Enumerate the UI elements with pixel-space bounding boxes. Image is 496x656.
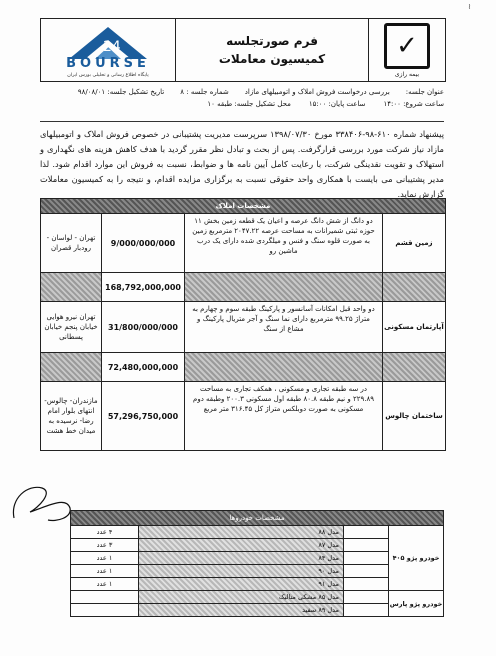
table-row xyxy=(71,591,388,603)
subtotal-value: 168,792,000,000 xyxy=(101,273,184,301)
property-type: آپارتمان مسکونی xyxy=(382,302,445,352)
session-location: محل تشکیل جلسه: طبقه ۱۰ xyxy=(207,100,291,108)
property-price: 57,296,750,000 xyxy=(101,382,184,450)
title-line-2: کمیسیون معاملات xyxy=(218,52,326,66)
session-number: شماره جلسه : ۸ xyxy=(180,88,229,96)
vehicle-model: مدل ۸۴ xyxy=(138,552,343,564)
vehicle-count: ۴ عدد xyxy=(96,528,113,536)
check-mark-icon: ✓ xyxy=(384,23,430,69)
vehicle-category: خودرو پژو پارس xyxy=(388,591,443,616)
property-address: مازندران- چالوس- انتهای بلوار امام رضا- نرسیده به میدان خط هشت xyxy=(44,397,98,435)
handwritten-signature xyxy=(8,478,78,528)
razi-insurance-logo xyxy=(369,19,445,81)
vehicle-group xyxy=(71,590,443,616)
vehicle-model: مدل ۸۹ سفید xyxy=(138,604,343,616)
vehicle-count xyxy=(71,591,138,603)
vehicle-model: مدل ۸۷ xyxy=(138,539,343,551)
subtotal-value: 72,480,000,000 xyxy=(101,353,184,381)
form-header xyxy=(40,18,446,82)
property-type: زمین قشم xyxy=(382,214,445,272)
vehicle-group xyxy=(71,525,443,590)
property-description: در سه طبقه تجاری و مسکونی ، همکف تجاری به مساحت ۲۲۹.۸۹ و نیم طبقه ۸۰.۸ طبقه اول مسکونی ۲۰۰.۳ وطبقه دوم مسکونی به صورت دوبلکس متراژ کل ۳۱۶.۴۵ متر مربع xyxy=(184,382,382,450)
table-row xyxy=(71,538,388,551)
properties-table-header: مشخصات املاک xyxy=(41,199,445,213)
vehicle-category: خودرو پژو ۴۰۵ xyxy=(388,526,443,590)
table-row xyxy=(41,301,445,352)
subject-label: عنوان جلسه: xyxy=(405,88,444,96)
start-time: ساعت شروع: ۱۴:۰۰ xyxy=(383,100,444,108)
table-row xyxy=(71,526,388,538)
minutes-body: پیشنهاد شماره ۶۱۰-۹۸-۳۳۸۴۰۶ مورخ ۱۳۹۸/۰۷/۳۰ سرپرست مدیریت پشتیبانی در خصوص فروش املاک و اتومبیلهای مازاد نیاز شرکت مورد بررسی قرارگرفت. پس از بحث و تبادل نظر مقرر گردید با هدف کاهش هزینه های نگهداری و استهلاک و تقویت نقدینگی شرکت، با رعایت کامل آیین نامه ها و ضوابط، نسبت به فروش این موارد اقدام شود. لذا مدیر پشتیبانی می بایست با همکاری واحد حقوقی نسبت به برگزاری مزایده اقدام، و نتیجه را به کمیسیون معاملات گزارش نماید. xyxy=(40,129,444,199)
vehicle-count: ۳ عدد xyxy=(96,541,113,549)
end-time: ساعت پایان: ۱۵:۰۰ xyxy=(308,100,366,108)
subject-value: بررسی درخواست فروش املاک و اتومبیلهای مازاد xyxy=(244,88,390,96)
table-row xyxy=(71,577,388,590)
vehicle-model: مدل ۸۸ xyxy=(138,526,343,538)
vehicle-count: ۱ عدد xyxy=(96,567,113,575)
vehicles-table xyxy=(70,510,444,617)
session-meta xyxy=(40,86,444,110)
table-row xyxy=(71,603,388,616)
vehicle-count: ۱ عدد xyxy=(96,554,113,562)
form-title xyxy=(176,19,369,81)
svg-text:24: 24 xyxy=(103,39,121,55)
vehicle-count xyxy=(71,604,138,616)
brand-subtitle: پایگاه اطلاع رسانی و تحلیلی بورس ایران xyxy=(67,73,149,78)
vehicle-count: ۱ عدد xyxy=(96,580,113,588)
table-row xyxy=(41,381,445,450)
properties-table xyxy=(40,198,446,451)
table-row xyxy=(41,352,445,381)
property-description: دو دانگ از شش دانگ عرصه و اعیان یک قطعه زمین بخش ۱۱ حوزه ثبتی شمیرانات به مساحت عرصه ۲۰۴۷.۲۲ مترمربع زمین به صورت قلوه سنگ و فنس و میلگردی شده دارای یک درب ماشین رو xyxy=(184,214,382,272)
property-address: تهران - لواسان - رودبار قصران xyxy=(46,234,96,252)
header-divider xyxy=(40,121,444,122)
bourse-logo xyxy=(41,19,176,81)
vehicle-model: مدل ۹۰ xyxy=(138,565,343,577)
title-line-1: فرم صورتجلسه xyxy=(226,34,318,48)
table-row xyxy=(41,213,445,272)
corner-scribble: ≀ xyxy=(468,2,471,11)
table-row xyxy=(71,564,388,577)
insurance-name: بیمه رازی xyxy=(394,70,420,78)
vehicles-table-header: مشخصات خودروها xyxy=(71,511,443,525)
property-type: ساختمان چالوس xyxy=(382,382,445,450)
property-address: تهران نیرو هوایی خیابان پنجم خیابان پسطانی xyxy=(44,313,98,341)
vehicle-model: مدل ۹۱ xyxy=(138,578,343,590)
property-price: 9/000/000/000 xyxy=(101,214,184,272)
vehicle-model: مدل ۸۵ مشکی متالیک xyxy=(138,591,343,603)
brand-name: BOURSE xyxy=(66,56,150,71)
property-description: دو واحد قبل امکانات آسانسور و پارکینگ طبقه سوم و چهارم به متراژ ۹۹.۲۵ مترمربع دارای نما سنگ و آجر متریال پارکینگ و مشاع از سنگ xyxy=(184,302,382,352)
session-date: تاریخ تشکیل جلسه: ۹۸/۰۸/۰۱ xyxy=(77,88,165,96)
property-price: 31/800/000/000 xyxy=(101,302,184,352)
table-row xyxy=(71,551,388,564)
table-row xyxy=(41,272,445,301)
